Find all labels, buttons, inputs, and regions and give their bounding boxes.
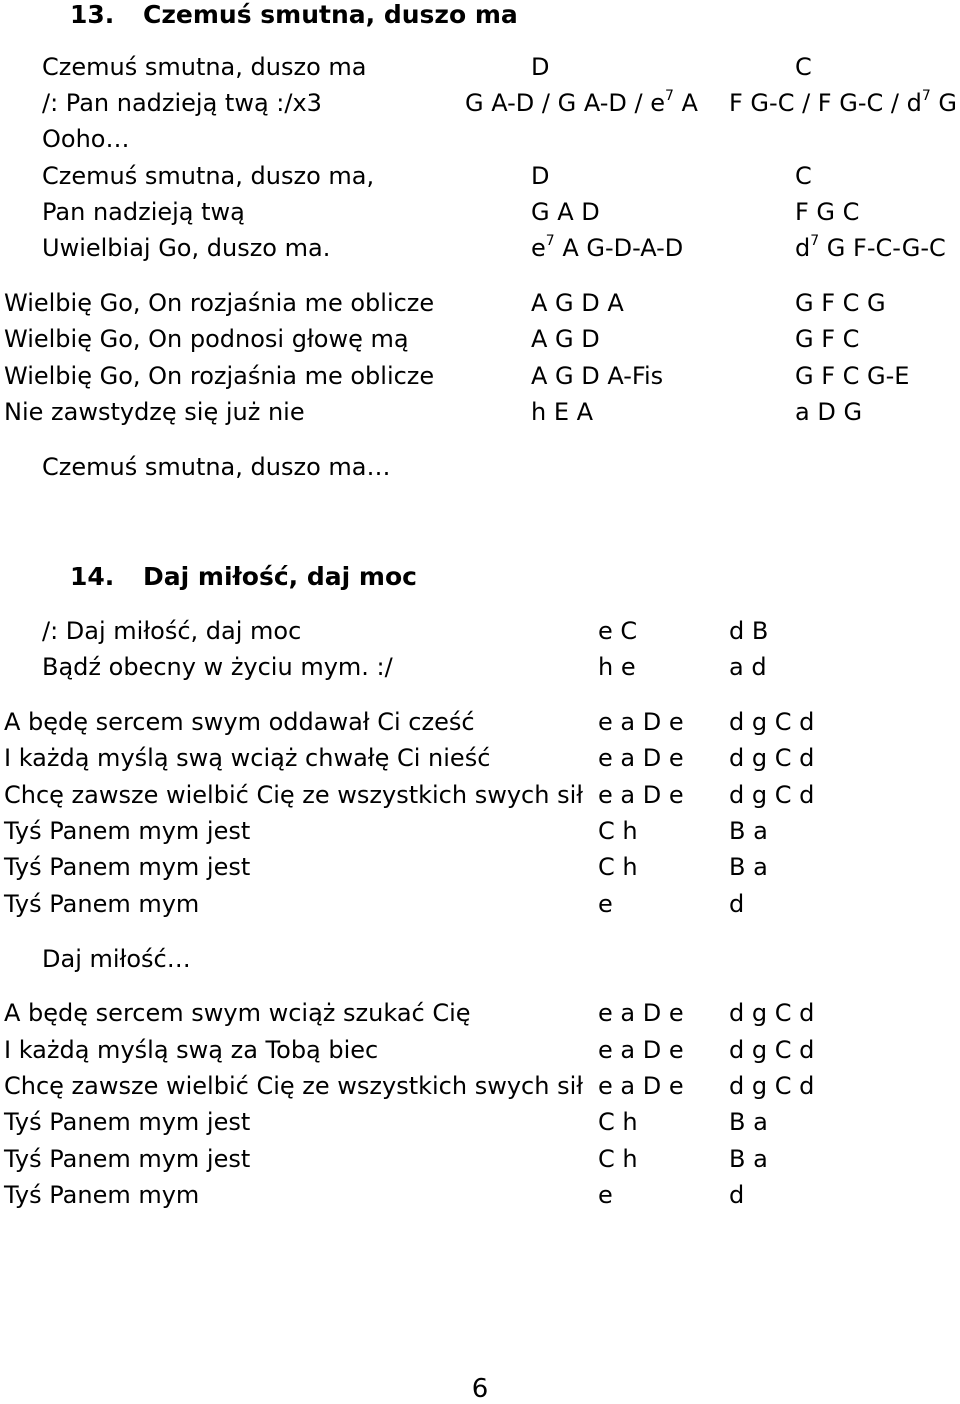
- chords: d g C d: [729, 1036, 815, 1064]
- chords: d g C d: [729, 708, 815, 736]
- chords: D: [531, 162, 550, 190]
- page-number: 6: [471, 1374, 489, 1404]
- chords: e a D e: [598, 999, 684, 1027]
- chords: a D G: [795, 398, 863, 426]
- chords: d g C d: [729, 744, 815, 772]
- chords: d g C d: [729, 781, 815, 809]
- chords: e: [598, 1181, 613, 1209]
- chords: D: [531, 53, 550, 81]
- lyric: Chcę zawsze wielbić Cię ze wszystkich swych sił: [4, 1072, 584, 1100]
- chords: C h: [598, 817, 638, 845]
- lyric: Uwielbiaj Go, duszo ma.: [42, 234, 331, 262]
- lyric: Chcę zawsze wielbić Cię ze wszystkich swych sił: [4, 781, 584, 809]
- chords: d: [729, 1181, 745, 1209]
- chords-text: A G-D-A-D: [554, 234, 684, 262]
- chords: A G D: [531, 325, 600, 353]
- lyric: A będę sercem swym wciąż szukać Cię: [4, 999, 471, 1027]
- chords: [531, 232, 683, 264]
- chords: G F C: [795, 325, 860, 353]
- chord-superscript: 7: [810, 233, 820, 249]
- lyric: I każdą myślą swą wciąż chwałę Ci nieść: [4, 744, 491, 772]
- chords: A G D A: [531, 289, 624, 317]
- lyric: Tyś Panem mym: [4, 1181, 200, 1209]
- chords: e: [598, 890, 613, 918]
- chords: e a D e: [598, 781, 684, 809]
- chords-text: G A-D / G A-D / e: [465, 89, 665, 117]
- lyric: Tyś Panem mym jest: [4, 1108, 251, 1136]
- chords: e a D e: [598, 1072, 684, 1100]
- chords: [729, 87, 957, 119]
- chords-text: d: [795, 234, 811, 262]
- chords: h E A: [531, 398, 594, 426]
- lyric: Czemuś smutna, duszo ma…: [42, 453, 391, 481]
- lyric: Tyś Panem mym jest: [4, 853, 251, 881]
- chords: C: [795, 162, 812, 190]
- lyric: /: Pan nadzieją twą :/x3: [42, 89, 322, 117]
- chords: e C: [598, 617, 638, 645]
- song-14-number: 14.: [70, 562, 115, 591]
- lyric: Tyś Panem mym: [4, 890, 200, 918]
- chords-text: F G-C / F G-C / d: [729, 89, 922, 117]
- lyric: Bądź obecny w życiu mym. :/: [42, 653, 393, 681]
- lyric: I każdą myślą swą za Tobą biec: [4, 1036, 379, 1064]
- chords: [465, 87, 698, 119]
- chords: d g C d: [729, 1072, 815, 1100]
- lyric: /: Daj miłość, daj moc: [42, 617, 302, 645]
- chords: e a D e: [598, 708, 684, 736]
- chords: A G D A-Fis: [531, 362, 664, 390]
- chords: G F C G-E: [795, 362, 910, 390]
- chords-text: G F-C-G-C: [819, 234, 946, 262]
- chords: B a: [729, 1108, 768, 1136]
- lyric: Pan nadzieją twą: [42, 198, 245, 226]
- lyric: Daj miłość…: [42, 945, 191, 973]
- chords: e a D e: [598, 1036, 684, 1064]
- chords: d g C d: [729, 999, 815, 1027]
- lyric: Wielbię Go, On rozjaśnia me oblicze: [4, 362, 435, 390]
- chords: [795, 232, 946, 264]
- lyric: Czemuś smutna, duszo ma: [42, 53, 367, 81]
- chords: B a: [729, 853, 768, 881]
- lyric: Wielbię Go, On podnosi głowę mą: [4, 325, 409, 353]
- lyric: Ooho…: [42, 125, 130, 153]
- chords-text: e: [531, 234, 546, 262]
- chords: G F C G: [795, 289, 886, 317]
- chords: d B: [729, 617, 769, 645]
- chord-superscript: 7: [921, 88, 931, 104]
- chords: C h: [598, 853, 638, 881]
- chord-superscript: 7: [664, 88, 674, 104]
- lyric: Tyś Panem mym jest: [4, 1145, 251, 1173]
- chords: B a: [729, 817, 768, 845]
- chords: a d: [729, 653, 767, 681]
- chords: d: [729, 890, 745, 918]
- lyric: A będę sercem swym oddawał Ci cześć: [4, 708, 475, 736]
- song-13-number: 13.: [70, 0, 115, 29]
- chords: F G C: [795, 198, 860, 226]
- chords: C h: [598, 1108, 638, 1136]
- chords: G A D: [531, 198, 600, 226]
- chords: C: [795, 53, 812, 81]
- lyric: Czemuś smutna, duszo ma,: [42, 162, 375, 190]
- chord-superscript: 7: [545, 233, 555, 249]
- lyric: Nie zawstydzę się już nie: [4, 398, 305, 426]
- lyric: Wielbię Go, On rozjaśnia me oblicze: [4, 289, 435, 317]
- chords: B a: [729, 1145, 768, 1173]
- chords-text: A: [673, 89, 698, 117]
- chords: C h: [598, 1145, 638, 1173]
- lyric: Tyś Panem mym jest: [4, 817, 251, 845]
- chords: h e: [598, 653, 636, 681]
- song-14-title: Daj miłość, daj moc: [143, 562, 417, 591]
- chords: e a D e: [598, 744, 684, 772]
- song-13-title: Czemuś smutna, duszo ma: [143, 0, 518, 29]
- chords-text: G: [930, 89, 957, 117]
